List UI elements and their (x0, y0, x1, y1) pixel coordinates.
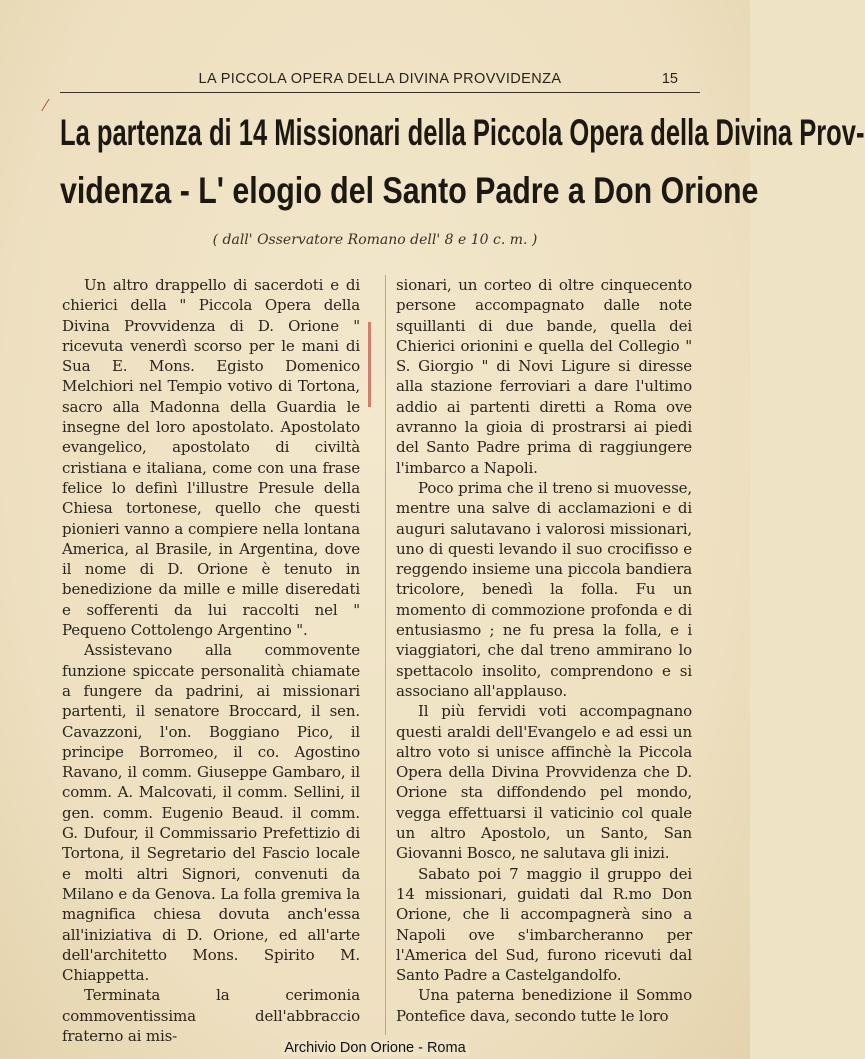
column-divider (385, 275, 386, 1035)
text-column-right (396, 275, 692, 1026)
page-number: 15 (661, 71, 678, 87)
pencil-tick-icon: ⁄ (44, 96, 47, 115)
running-title: LA PICCOLA OPERA DELLA DIVINA PROVVIDENZA (198, 71, 562, 87)
paragraph: Un altro drappello di sacerdoti e di chierici della " Piccola Opera della Divina Provvidenza di D. Orione " ricevuta venerdì scorso per le mani di Sua E. Mons. Egisto Domenico Melchiori nel Tempio votivo di Tortona, sacro alla Madonna della Guardia le insegne del loro apostolato. Apostolato evangelico, apostolato di civiltà cristiana e italiana, come con una frase felice lo definì l'illustre Presule della Chiesa tortonese, quello che questi pionieri vanno a compiere nella lontana America, al Brasile, in Argentina, dove il nome di D. Orione è tenuto in benedizione da mille e mille diseredati e sofferenti da lui raccolti nel " Pequeno Cottolengo Argentino ". (62, 276, 360, 640)
red-pencil-mark (368, 322, 371, 407)
paragraph: Sabato poi 7 maggio il gruppo dei 14 missionari, guidati dal R.mo Don Orione, che li accompagnerà sino a Napoli ove s'imbarcheranno per l'America del Sud, furono ricevuti dal Santo Padre a Castelgandolfo. (396, 864, 692, 985)
headline-line-1: La partenza di 14 Missionari della Piccola Opera della Divina Prov- (60, 112, 865, 153)
paragraph: Una paterna benedizione il Sommo Pontefice dava, secondo tutte le loro (396, 986, 692, 1025)
paragraph: Il più fervidi voti accompagnano questi araldi dell'Evangelo e ad essi un altro voto si unisce affinchè la Piccola Opera della Divina Provvidenza che D. Orione sta diffondendo pel mondo, vegga effettuarsi il vaticinio col quale un altro Apostolo, un Santo, San Giovanni Bosco, ne salutava gli inizi. (396, 702, 692, 863)
running-header (60, 70, 700, 93)
archive-footer (0, 1040, 750, 1056)
headline-line-2: videnza - L' elogio del Santo Padre a Don Orione (60, 170, 759, 211)
article-byline: ( dall' Osservatore Romano dell' 8 e 10 c. m. ) (212, 232, 538, 248)
article-headline (60, 104, 865, 220)
archive-label: Archivio Don Orione - Roma (281, 1040, 468, 1056)
paragraph: Terminata la cerimonia commoventissima dell'abbraccio fraterno ai mis- (62, 986, 360, 1045)
paragraph-continued: sionari, un corteo di oltre cinquecento persone accompagnato dalle note squillanti di due bande, quella dei Chierici orionini e quella del Collegio " S. Giorgio " di Novi Ligure si diresse alla stazione ferroviari a dare l'ultimo addio ai partenti diretti a Roma ove avranno la gioia di prostrarsi ai piedi del Santo Padre prima di raggiungere l'imbarco a Napoli. (396, 276, 692, 477)
paragraph: Poco prima che il treno si muovesse, mentre una salve di acclamazioni e di auguri salutavano i valorosi missionari, uno di questi levando il suo crocifisso e reggendo insieme una piccola bandiera tricolore, benedì la folla. Fu un momento di commozione profonda e di entusiasmo ; ne fu presa la folla, e i viaggiatori, che dal treno ammirano lo spettacolo insolito, comprendono e si associano all'applauso. (396, 478, 692, 700)
text-column-left (62, 275, 360, 1046)
paragraph: Assistevano alla commovente funzione spiccate personalità chiamate a fungere da padrini, ai missionari partenti, il senatore Broccard, il sen. Cavazzoni, l'on. Boggiano Pico, il principe Borromeo, il co. Agostino Ravano, il comm. Giuseppe Gambaro, il comm. A. Malcovati, il comm. Sellini, il gen. comm. Eugenio Beaud. il comm. G. Dufour, il Commissario Prefettizio di Tortona, il Segretario del Fascio locale e molti altri Signori, convenuti da Milano e da Genova. La folla gremiva la magnifica chiesa dovuta anch'essa all'iniziativa di D. Orione, ed all'arte dell'architetto Mons. Spirito M. Chiappetta. (62, 641, 360, 985)
